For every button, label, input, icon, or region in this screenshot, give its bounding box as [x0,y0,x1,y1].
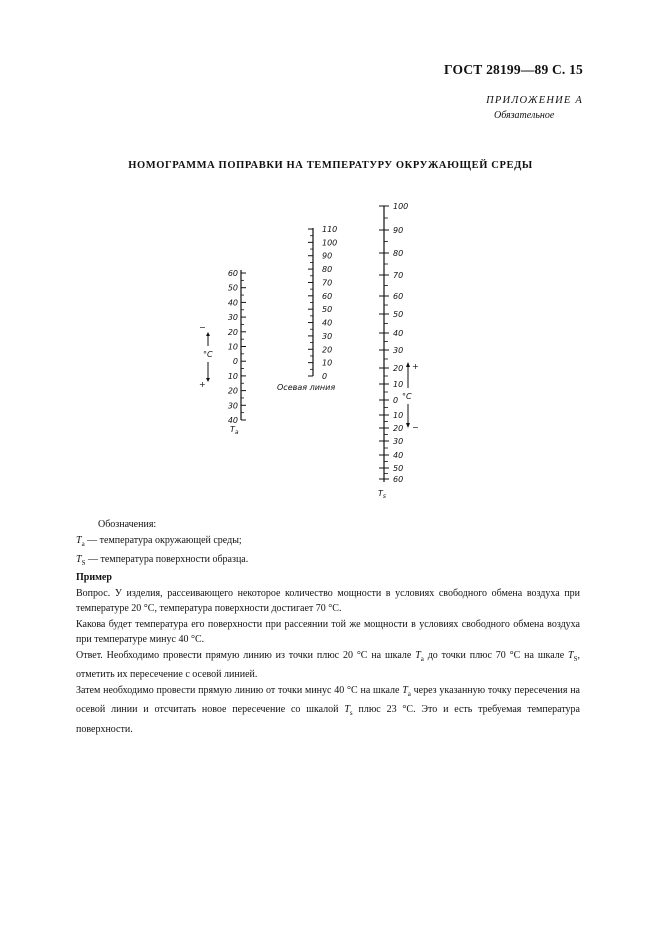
answer-text-1: Ответ. Необходимо провести прямую линию из точки плюс 20 °С на шкале [76,649,416,661]
answer2-text-1: Затем необходимо провести прямую линию от точки минус 40 °С на шкале [76,684,403,696]
legend-ts [76,552,248,571]
ta-tick-label: 40 [227,298,238,308]
ts-tick-label: 20 [393,424,404,433]
axis-tick-label: 0 [322,372,328,381]
ta-tick-label: 50 [227,283,238,293]
ts-down-arrowhead [406,423,410,428]
axis-tick-label: 100 [322,238,338,248]
page-title: НОМОГРАММА ПОПРАВКИ НА ТЕМПЕРАТУРУ ОКРУЖАЮЩЕЙ СРЕДЫ [128,160,533,171]
appendix-label: ПРИЛОЖЕНИЕ А [486,95,583,106]
ta-tick-label: 10 [227,371,238,381]
answer2-ta-symbol: T [402,684,408,696]
ta-tick-label: 40 [227,416,238,425]
ta-tick-label: 30 [227,401,238,411]
legend-ta [76,533,248,552]
ta-down-arrowhead [206,378,210,382]
ts-up-arrowhead [406,362,410,367]
axis-tick-label: 90 [322,251,333,261]
ta-tick-label: 20 [227,386,238,396]
example-question: Вопрос. У изделия, рассеивающего некоторое количество мощности в условиях свободного обмена воздуха при температуре 20 °С, температура поверхности достигает 70 °С. [76,587,580,614]
answer-text-2: до точки плюс 70 °С на шкале [423,649,569,661]
answer2-text-2: через указанную точку пересечения на осевой линии и отсчитать новое пересечение со шкалой [76,684,580,715]
ts-tick-label: 40 [393,451,404,460]
answer2-ts-subscript: s [349,709,353,717]
ts-tick-label: 80 [393,249,404,258]
ta-tick-label: 10 [227,342,238,352]
ta-tick-label: 0 [232,357,238,367]
legend-ts-subscript: S [81,559,86,567]
legend-ts-symbol: T [76,554,82,565]
ts-tick-label: 10 [393,380,404,389]
axis-tick-label: 40 [322,318,333,328]
axis-tick-label: 10 [322,358,333,368]
answer-text-3: , отметить их пересечение с осевой линией. [76,649,580,680]
ta-tick-label: 60 [227,269,238,278]
ts-tick-label: 90 [393,226,404,235]
ts-tick-label: 20 [393,364,404,373]
answer-ts-symbol: T [568,649,574,661]
ts-tick-label: 10 [393,411,404,420]
legend-ta-subscript: a [81,540,85,548]
appendix-status: Обязательное [494,110,555,121]
answer2-ts-symbol: T [344,704,350,715]
ts-unit: °C [402,392,412,401]
axis-name: Осевая линия [277,383,336,392]
answer2-ta-subscript: a [407,689,411,698]
ts-tick-label: 60 [393,475,404,484]
ta-plus-sign: + [199,380,206,389]
axis-tick-label: 20 [322,345,333,355]
document-reference: ГОСТ 28199—89 С. 15 [444,62,583,77]
ts-tick-label: 60 [393,292,404,301]
ts-tick-label: 40 [393,329,404,338]
ta-unit: °C [203,350,213,359]
ta-scale-name: $T_a$ [230,425,239,436]
answer-ts-subscript: S [573,654,578,663]
legend-ts-text: — температура поверхности образца. [85,554,249,565]
example-answer [76,648,580,683]
axis-tick-label: 80 [322,265,333,275]
ta-tick-label: 30 [227,313,238,323]
answer-ta-subscript: a [420,654,424,663]
ts-tick-label: 30 [393,437,404,446]
ts-tick-label: 30 [393,346,404,355]
ts-tick-label: 50 [393,310,404,319]
ta-up-arrowhead [206,332,210,336]
axis-tick-label: 60 [322,291,333,301]
legend-ta-symbol: T [76,535,82,546]
answer2-text-3: плюс 23 °С. Это и есть требуемая температура поверхности. [76,704,580,735]
example-answer-2 [76,683,580,738]
legend [76,517,248,571]
axis-tick-label: 50 [322,305,333,315]
ts-minus-sign: − [412,423,419,432]
ts-tick-label: 70 [393,271,404,280]
axis-tick-label: 70 [322,278,333,288]
ts-tick-label: 50 [393,464,404,473]
example-section [76,570,580,737]
example-heading: Пример [76,572,112,583]
legend-heading: Обозначения: [98,519,157,530]
ta-minus-sign: − [199,323,206,332]
ts-tick-label: 0 [393,396,399,405]
legend-ta-text: — температура окружающей среды; [84,535,242,546]
ts-plus-sign: + [412,362,419,371]
axis-tick-label: 30 [322,331,333,341]
ts-scale-name: $T_s$ [378,489,387,500]
axis-tick-label: 110 [322,225,338,234]
example-question-2: Какова будет температура его поверхности при рассеянии той же мощности в условиях свободного обмена воздуха при температуре минус 40 °С. [76,618,580,645]
answer-ta-symbol: T [415,649,421,661]
ts-tick-label: 100 [393,202,409,211]
ta-tick-label: 20 [227,327,238,337]
